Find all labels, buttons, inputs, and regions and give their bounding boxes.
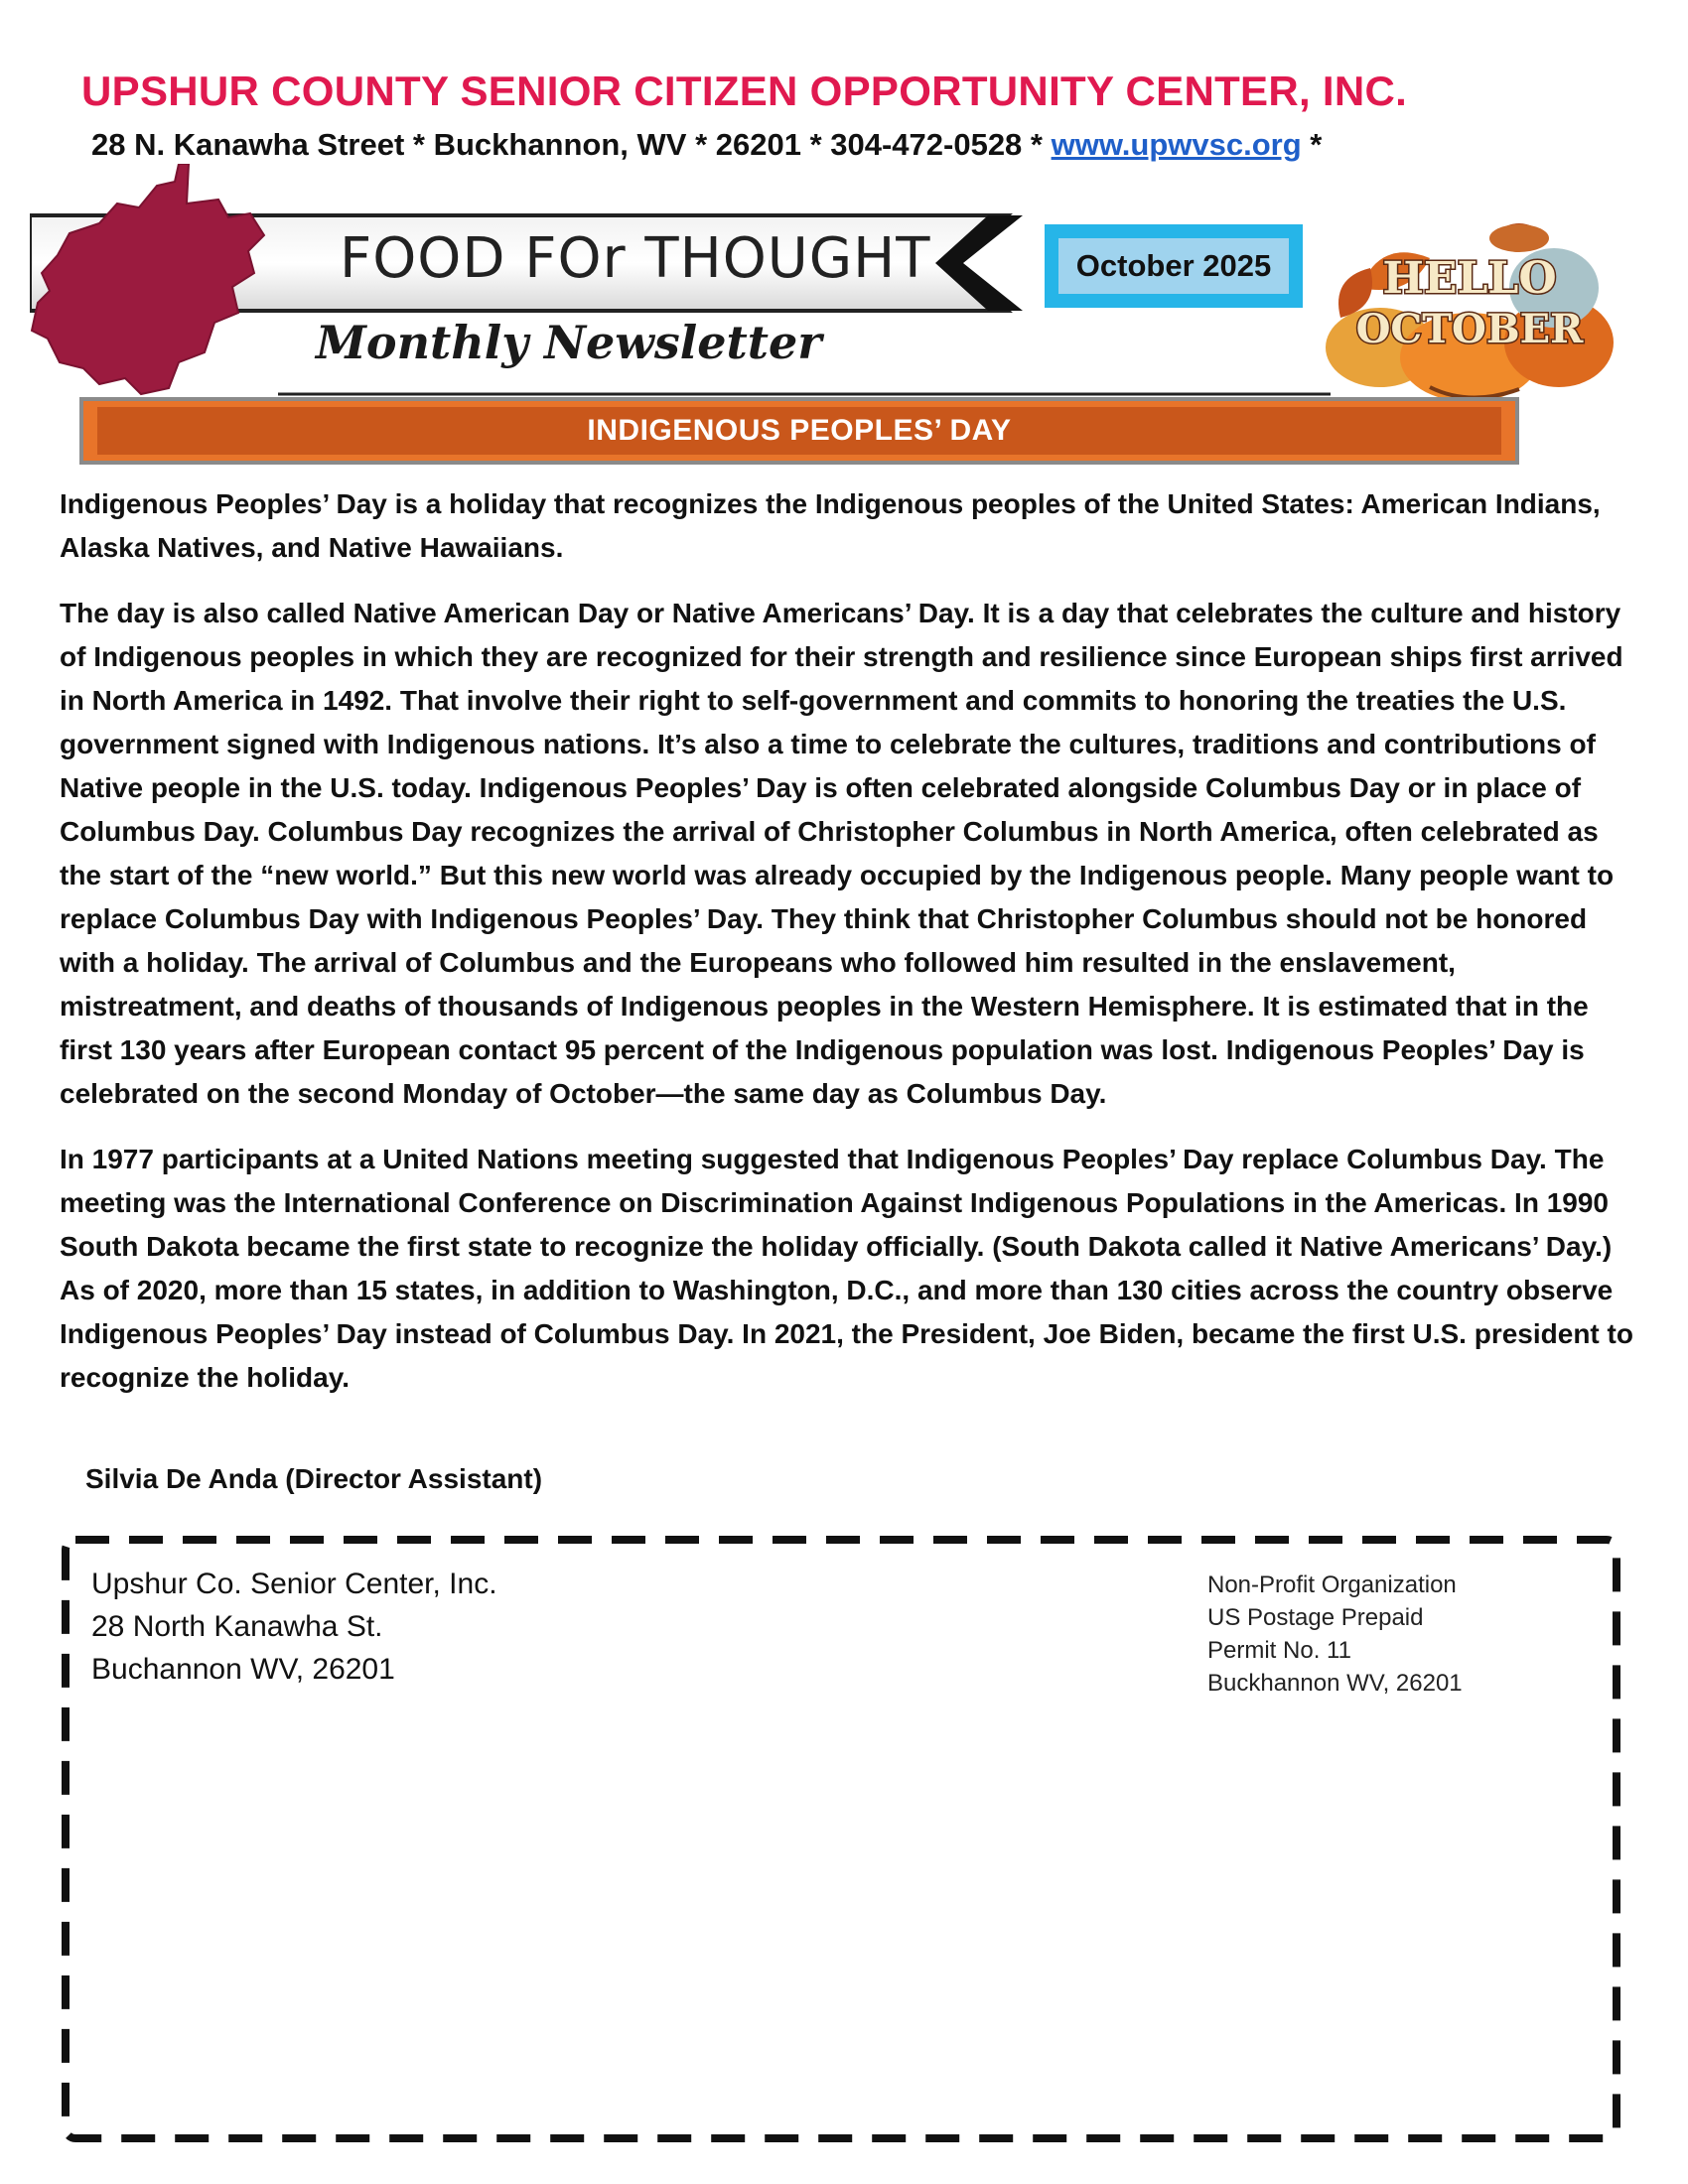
trailing-star: * (1301, 127, 1323, 162)
return-address-line: 28 North Kanawha St. (91, 1610, 383, 1643)
postage-indicia (1207, 1569, 1463, 1700)
badge-hello: HELLO (1382, 253, 1557, 304)
issue-date-box (1045, 224, 1303, 308)
article-paragraph: The day is also called Native American Day or Native Americans’ Day. It is a day that celebrates the culture and history of Indigenous peoples in which they are recognized for their strength and resilience since European ships first arrived in North America in 1492. That involve their right to self-government and commits to honoring the treaties the U.S. government signed with Indigenous nations. It’s also a time to celebrate the cultures, traditions and contributions of Native people in the U.S. today. Indigenous Peoples’ Day is often celebrated alongside Columbus Day or in place of Columbus Day. Columbus Day recognizes the arrival of Christopher Columbus in North America, often celebrated as the start of the “new world.” But this new world was already occupied by the Indigenous people. Many people want to replace Columbus Day with Indigenous Peoples’ Day. They think that Christopher Columbus should not be honored with a holiday. The arrival of Columbus and the Europeans who followed him resulted in the enslavement, mistreatment, and deaths of thousands of Indigenous peoples in the Western Hemisphere. It is estimated that in the first 130 years after European contact 95 percent of the Indigenous population was lost. Indigenous Peoples’ Day is celebrated on the second Monday of October—the same day as Columbus Day. (60, 598, 1623, 1109)
postage-line: Buckhannon WV, 26201 (1207, 1670, 1463, 1697)
website-link[interactable]: www.upwvsc.org (1051, 127, 1302, 162)
contact-line (91, 127, 1322, 163)
return-address-line: Buchannon WV, 26201 (91, 1653, 395, 1686)
hello-october-badge (1321, 199, 1618, 407)
badge-october: OCTOBER (1355, 306, 1584, 352)
issue-date: October 2025 (1058, 238, 1289, 294)
article-body (60, 482, 1638, 1422)
postage-line: Non-Profit Organization (1207, 1571, 1457, 1598)
article-paragraph: In 1977 participants at a United Nations meeting suggested that Indigenous Peoples’ Day replace Columbus Day. The meeting was the International Conference on Discrimination Against Indigenous Populations in the Americas. In 1990 South Dakota became the first state to recognize the holiday officially. (South Dakota called it Native Americans’ Day.) As of 2020, more than 15 states, in addition to Washington, D.C., and more than 130 cities across the country observe Indigenous Peoples’ Day instead of Columbus Day. In 2021, the President, Joe Biden, became the first U.S. president to recognize the holiday. (60, 1144, 1633, 1393)
newsletter-subtitle: Monthly Newsletter (316, 316, 822, 369)
article-signature: Silvia De Anda (Director Assistant) (85, 1463, 543, 1494)
postage-line: Permit No. 11 (1207, 1637, 1351, 1664)
organization-name: UPSHUR COUNTY SENIOR CITIZEN OPPORTUNITY CENTER, INC. (81, 68, 1408, 114)
postage-line: US Postage Prepaid (1207, 1604, 1424, 1631)
address-text: 28 N. Kanawha Street * Buckhannon, WV * 26201 * 304-472-0528 * (91, 127, 1052, 162)
section-header-bar (79, 397, 1519, 465)
return-address (91, 1563, 497, 1691)
wv-map-icon (32, 164, 264, 394)
return-address-line: Upshur Co. Senior Center, Inc. (91, 1568, 497, 1600)
newsletter-title: FOOD FOr THOUGHT (340, 226, 931, 291)
section-title: INDIGENOUS PEOPLES’ DAY (97, 407, 1501, 455)
article-paragraph: Indigenous Peoples’ Day is a holiday that recognizes the Indigenous peoples of the United States: American Indians, Alaska Natives, and Native Hawaiians. (60, 488, 1601, 563)
